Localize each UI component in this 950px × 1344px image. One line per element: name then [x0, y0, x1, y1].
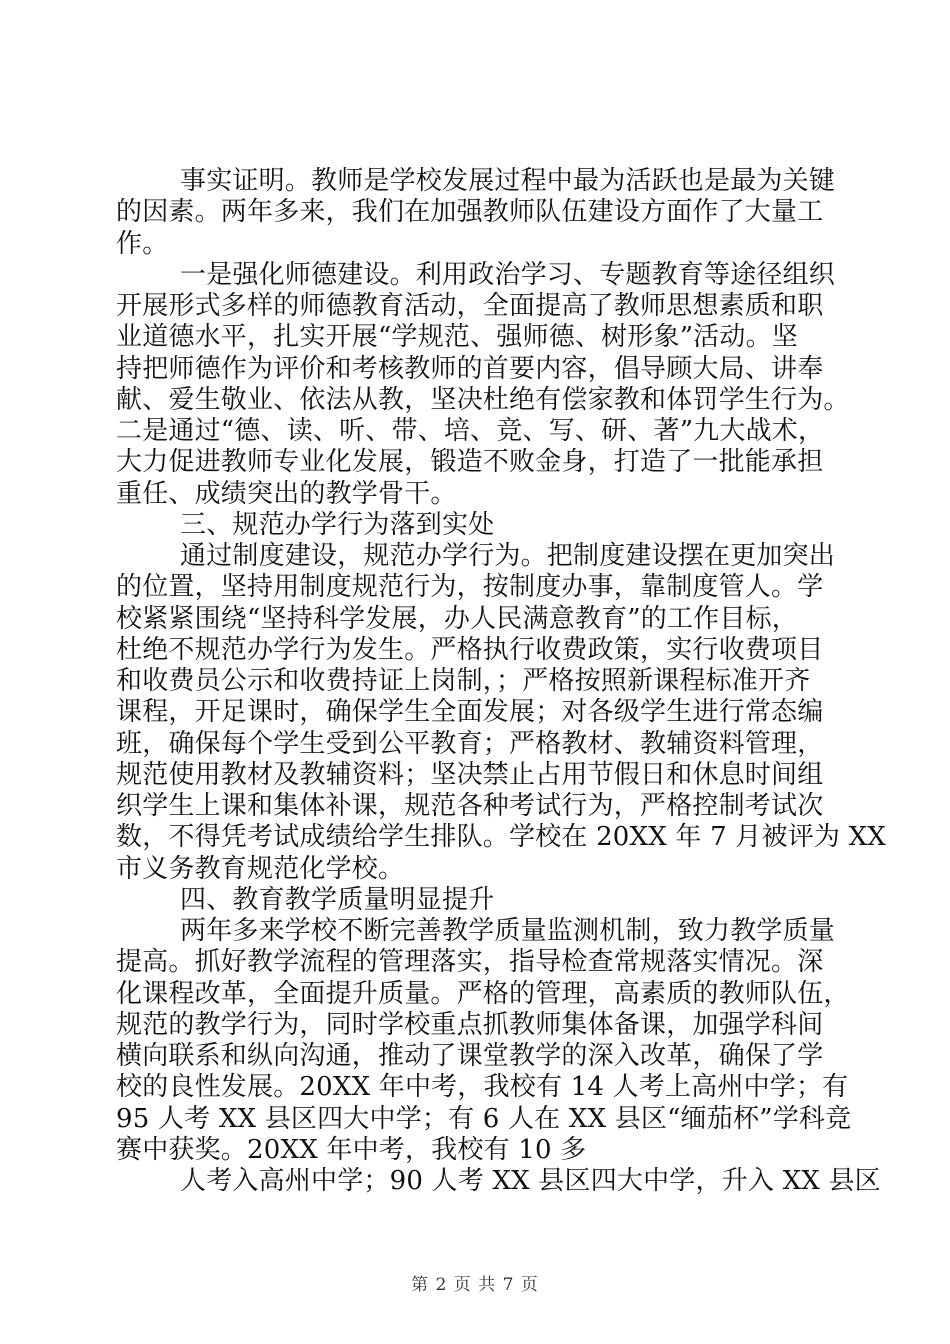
paragraph-line: 杜绝不规范办学行为发生。严格执行收费政策，实行收费项目 [116, 634, 824, 665]
paragraph-line: 二是通过“德、读、听、带、培、竞、写、研、著”九大战术， [116, 416, 825, 446]
paragraph-line: 化课程改革，全面提升质量。严格的管理，高素质的教师队伍， [116, 978, 850, 1009]
paragraph-line: 大力促进教师专业化发展，锻造不败金身，打造了一批能承担 [116, 447, 824, 478]
paragraph-line: 业道德水平，扎实开展“学规范、强师德、树形象”活动。坚 [116, 322, 798, 353]
paragraph-line: 班，确保每个学生受到公平教育；严格教材、教辅资料管理， [116, 728, 824, 759]
paragraph-line: 横向联系和纵向沟通，推动了课堂教学的深入改革，确保了学 [116, 1041, 824, 1071]
paragraph-line: 织学生上课和集体补课，规范各种考试行为，严格控制考试次 [116, 791, 824, 821]
paragraph-line: 95 人考 XX 县区四大中学；有 6 人在 XX 县区“缅茄杯”学科竞 [116, 1103, 852, 1134]
paragraph-line: 数，不得凭考试成绩给学生排队。学校在 20XX 年 7 月被评为 XX [116, 822, 886, 853]
paragraph-line: 重任、成绩突出的教学骨干。 [116, 478, 457, 509]
paragraph-line: 市义务教育规范化学校。 [116, 853, 405, 884]
page-number-footer: 第 2 页 共 7 页 [411, 1275, 539, 1295]
paragraph-line: 事实证明。教师是学校发展过程中最为活跃也是最为关键 [180, 166, 836, 196]
section-heading: 三、规范办学行为落到实处 [180, 509, 495, 540]
paragraph-line: 献、爱生敬业、依法从教，坚决杜绝有偿家教和体罚学生行为。 [116, 384, 850, 415]
paragraph-line: 一是强化师德建设。利用政治学习、专题教育等途径组织 [180, 259, 836, 290]
paragraph-line: 的因素。两年多来，我们在加强教师队伍建设方面作了大量工 [116, 197, 824, 228]
paragraph-line: 作。 [116, 228, 169, 259]
paragraph-line: 持把师德作为评价和考核教师的首要内容，倡导顾大局、讲奉 [116, 353, 824, 384]
document-body [116, 166, 886, 1197]
paragraph-line: 课程，开足课时，确保学生全面发展；对各级学生进行常态编 [116, 697, 824, 728]
paragraph-line: 规范使用教材及教辅资料；坚决禁止占用节假日和休息时间组 [116, 759, 824, 790]
section-heading: 四、教育教学质量明显提升 [180, 884, 495, 915]
paragraph-line: 的位置，坚持用制度规范行为，按制度办事，靠制度管人。学 [116, 572, 824, 603]
paragraph-line: 开展形式多样的师德教育活动，全面提高了教师思想素质和职 [116, 291, 824, 321]
paragraph-line: 通过制度建设，规范办学行为。把制度建设摆在更加突出 [180, 541, 836, 571]
paragraph-line: 校的良性发展。20XX 年中考，我校有 14 人考上高州中学；有 [116, 1072, 849, 1103]
paragraph-line: 和收费员公示和收费持证上岗制，；严格按照新课程标准开齐 [116, 666, 811, 696]
paragraph-line: 校紧紧围绕“坚持科学发展，办人民满意教育”的工作目标， [116, 603, 798, 634]
paragraph-line: 赛中获奖。20XX 年中考，我校有 10 多 [116, 1134, 587, 1165]
paragraph-line: 规范的教学行为，同时学校重点抓教师集体备课，加强学科间 [116, 1009, 824, 1040]
paragraph-line: 人考入高州中学；90 人考 XX 县区四大中学，升入 XX 县区 [180, 1166, 881, 1196]
paragraph-line: 提高。抓好教学流程的管理落实，指导检查常规落实情况。深 [116, 947, 824, 978]
paragraph-line: 两年多来学校不断完善教学质量监测机制，致力教学质量 [180, 916, 836, 946]
